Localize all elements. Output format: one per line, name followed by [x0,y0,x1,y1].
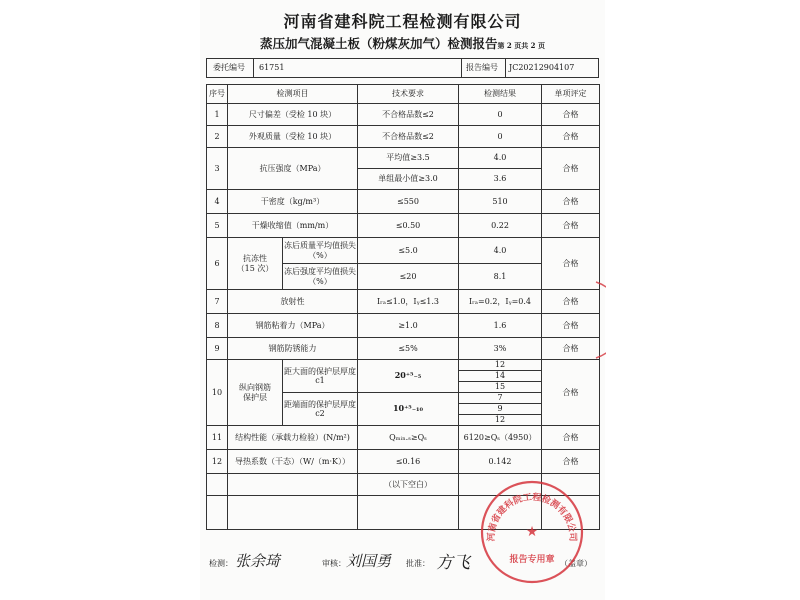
table-row: 2 外观质量（受检 10 块） 不合格品数≤2 0 合格 [207,126,600,148]
table-row: 5 干燥收缩值（mm/m） ≤0.50 0.22 合格 [207,214,600,238]
organization-name: 河南省建科院工程检测有限公司 [283,12,522,31]
approver-signature: 方飞 [436,553,470,573]
star-icon: ★ [525,524,539,540]
approver-label: 批准： [406,559,430,568]
official-stamp [478,478,586,586]
table-row: 9 钢筋防锈能力 ≤5% 3% 合格 [207,338,600,360]
seam-stamp-fragment [566,280,606,360]
table-row: 3 抗压强度（MPa） 平均值≥3.5 4.0 合格 [207,148,600,169]
header-info-bar [206,58,599,78]
col-item: 检测项目 [228,85,358,104]
table-row: 6 抗冻性 （15 次） 冻后质量平均值损失（%） ≤5.0 4.0 合格 [207,238,600,264]
table-row: 11 结构性能（承载力检验）(N/m²) Qₘᵢₙ.ₛ≥Qₛ 6120≥Qₛ（4950） 合格 [207,426,600,450]
stamp-text: 河南省建科院工程检测有限公司 [486,492,578,542]
table-row: 12 导热系数（干态）（W/（m·K）） ≤0.16 0.142 合格 [207,450,600,474]
tester-label: 检测： [209,559,233,568]
results-table [206,84,600,530]
table-row: 7 放射性 Iᵣₐ≤1.0，Iᵧ≤1.3 Iᵣₐ=0.2，Iᵧ=0.4 合格 [207,290,600,314]
table-row: 4 干密度（kg/m³） ≤550 510 合格 [207,190,600,214]
page-info: 第 2 页共 2 页 [497,41,545,50]
col-judge: 单项评定 [542,85,600,104]
col-result: 检测结果 [459,85,542,104]
entrust-value: 61751 [259,63,285,72]
col-req: 技术要求 [358,85,459,104]
report-no-value: JC20212904107 [509,63,575,72]
table-row: 距端面的保护层厚度 c2 10⁺⁵₋₁₀ 7 9 12 [207,393,600,426]
report-title-line [200,34,605,52]
report-title: 蒸压加气混凝土板（粉煤灰加气）检测报告 [259,36,498,51]
table-row: 单组最小值≥3.0 3.6 [207,169,600,190]
table-row: 1 尺寸偏差（受检 10 块） 不合格品数≤2 0 合格 [207,104,600,126]
table-row: 10 纵向钢筋 保护层 距大面的保护层厚度 c1 20⁺⁵₋₅ 12 14 15 合格 [207,360,600,393]
seal-label: （盖章） [560,559,592,568]
tester-signature: 张余琦 [235,552,281,570]
stamp-subtitle: 报告专用章 [509,555,555,565]
blank-note: （以下空白） [358,474,459,496]
report-no-label: 报告编号 [466,63,498,72]
table-header-row [207,85,600,104]
entrust-label: 委托编号 [213,63,245,72]
table-row: 冻后强度平均值损失（%） ≤20 8.1 [207,264,600,290]
table-row: 8 钢筋粘着力（MPa） ≥1.0 1.6 合格 [207,314,600,338]
reviewer-signature: 刘国勇 [346,552,392,570]
reviewer-label: 审核： [322,559,346,568]
col-no: 序号 [207,85,228,104]
